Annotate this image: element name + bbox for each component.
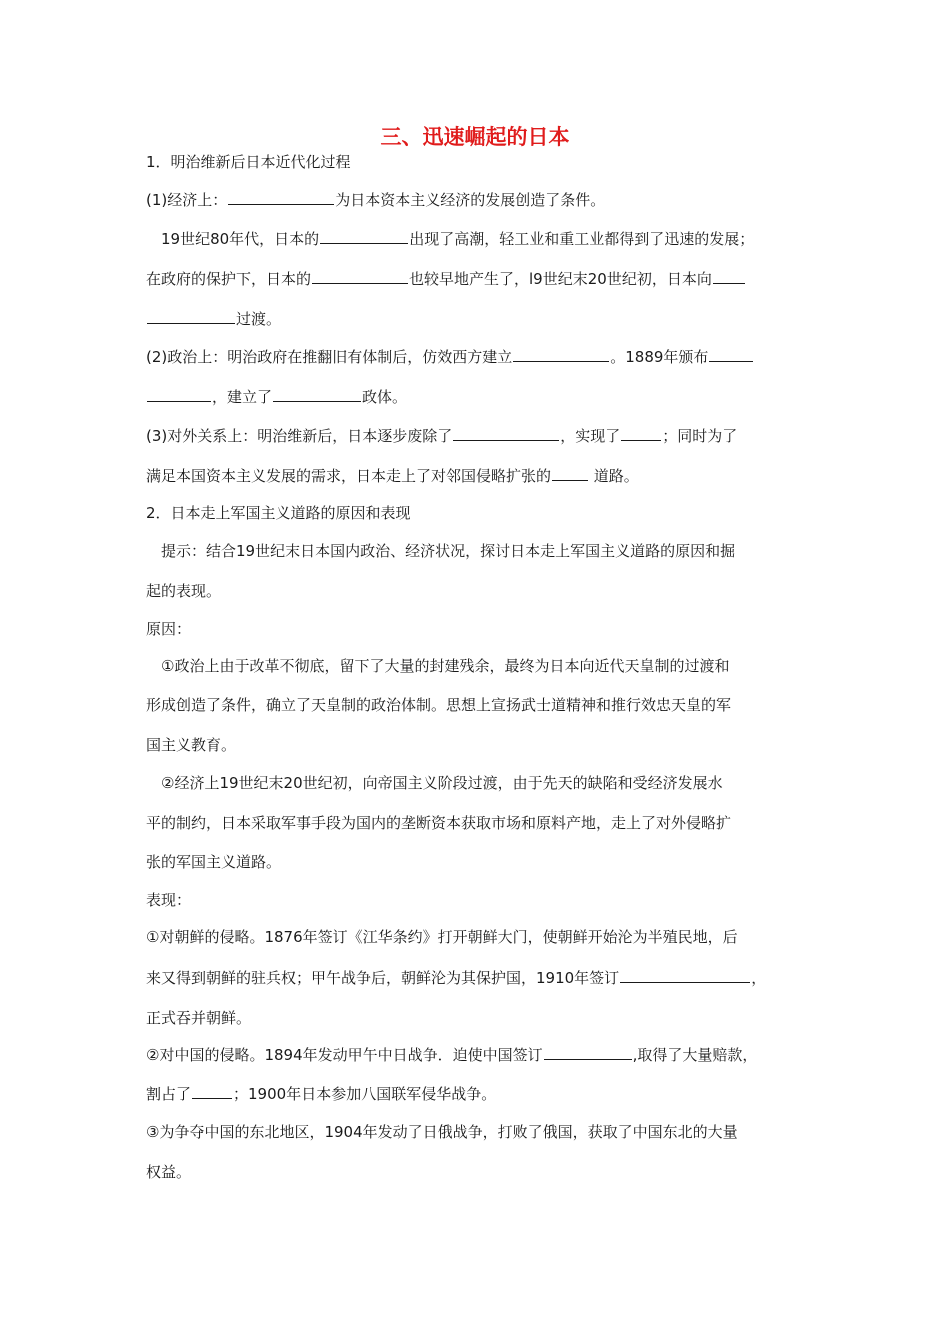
economy-line-4: 过渡。: [146, 308, 281, 329]
performance-3-line-1: ③为争夺中国的东北地区，1904年发动了日俄战争，打败了俄国，获取了中国东北的大量: [146, 1123, 738, 1141]
reason-1-line-2: 形成创造了条件，确立了天皇制的政治体制。思想上宣扬武士道精神和推行效忠天皇的军: [146, 696, 732, 714]
foreign-line-2: 满足本国资本主义发展的需求，日本走上了对邻国侵略扩张的 道路。: [146, 467, 639, 485]
fill-blank[interactable]: [620, 967, 750, 983]
fill-blank[interactable]: [552, 465, 588, 481]
reason-2-line-3: 张的军国主义道路。: [146, 853, 282, 871]
fill-blank[interactable]: [273, 386, 361, 402]
reason-1-line-3: 国主义教育。: [146, 736, 237, 754]
performance-1-line-1: ①对朝鲜的侵略。1876年签订《江华条约》打开朝鲜大门，使朝鲜开始沦为半殖民地，后: [146, 928, 738, 946]
hint-line-1: 提示：结合19世纪末日本国内政治、经济状况，探讨日本走上军国主义道路的原因和掘: [161, 542, 736, 560]
fill-blank[interactable]: [544, 1044, 632, 1060]
performance-2-line-2: 割占了 ；1900年日本参加八国联军侵华战争。: [146, 1085, 497, 1103]
economy-line-3: 在政府的保护下，日本的 也较早地产生了，l9世纪末20世纪初，日本向: [146, 268, 746, 289]
reason-2-line-2: 平的制约，日本采取军事手段为国内的垄断资本获取市场和原料产地，走上了对外侵略扩: [146, 814, 732, 832]
fill-blank[interactable]: [147, 386, 211, 402]
reason-1-line-1: ①政治上由于改革不彻底，留下了大量的封建残余，最终为日本向近代天皇制的过渡和: [161, 657, 730, 675]
reason-2-line-1: ②经济上19世纪末20世纪初，向帝国主义阶段过渡，由于先天的缺陷和受经济发展水: [161, 774, 723, 792]
hint-line-2: 起的表现。: [146, 582, 222, 600]
politics-line-2: ，建立了 政体。: [146, 386, 407, 407]
fill-blank[interactable]: [312, 268, 408, 284]
performance-1-line-2: 来又得到朝鲜的驻兵权；甲午战争后，朝鲜沦为其保护国，1910年签订 ，: [146, 969, 767, 987]
page-title: 三、迅速崛起的日本: [380, 125, 570, 149]
performance-label: 表现：: [146, 891, 192, 909]
fill-blank[interactable]: [453, 425, 559, 441]
economy-line-1: (1)经济上： 为日本资本主义经济的发展创造了条件。: [146, 191, 606, 209]
section-1-heading: 1．明治维新后日本近代化过程: [146, 153, 351, 171]
fill-blank[interactable]: [709, 346, 753, 362]
foreign-line-1: (3)对外关系上：明治维新后，日本逐步废除了 ，实现了 ；同时为了: [146, 427, 738, 445]
fill-blank[interactable]: [713, 268, 745, 284]
fill-blank[interactable]: [228, 189, 334, 205]
fill-blank[interactable]: [147, 308, 235, 324]
performance-1-line-3: 正式吞并朝鲜。: [146, 1009, 252, 1027]
reason-label: 原因：: [146, 620, 192, 638]
section-2-heading: 2．日本走上军国主义道路的原因和表现: [146, 504, 411, 522]
fill-blank[interactable]: [513, 346, 609, 362]
economy-line-2: 19世纪80年代，日本的 出现了高潮，轻工业和重工业都得到了迅速的发展；: [161, 230, 755, 248]
fill-blank[interactable]: [320, 228, 408, 244]
performance-3-line-2: 权益。: [146, 1163, 192, 1181]
politics-line-1: (2)政治上：明治政府在推翻旧有体制后，仿效西方建立 。1889年颁布: [146, 346, 754, 367]
fill-blank[interactable]: [192, 1083, 232, 1099]
fill-blank[interactable]: [621, 425, 661, 441]
performance-2-line-1: ②对中国的侵略。1894年发动甲午中日战争．迫使中国签订 ,取得了大量赔款，: [146, 1046, 758, 1064]
